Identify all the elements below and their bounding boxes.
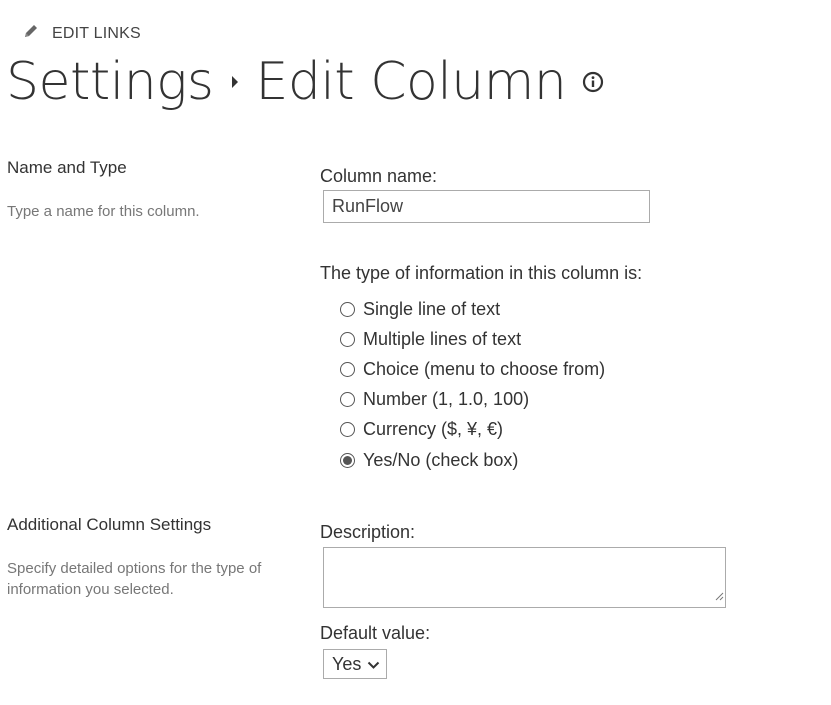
type-label: The type of information in this column is: (320, 263, 643, 283)
type-option-single-line[interactable] (340, 294, 605, 324)
info-icon[interactable] (582, 71, 604, 93)
breadcrumb (6, 52, 604, 112)
radio-button[interactable] (340, 422, 355, 437)
pencil-icon (22, 22, 52, 45)
caret-right-icon (231, 75, 239, 89)
type-option-label: Number (1, 1.0, 100) (363, 389, 530, 410)
radio-button-selected[interactable] (340, 453, 355, 468)
type-option-label: Multiple lines of text (363, 328, 522, 349)
default-value-selected: Yes (332, 653, 362, 674)
edit-links-button[interactable] (22, 22, 141, 45)
edit-links-label: EDIT LINKS (52, 24, 141, 42)
column-name-label: Column name: (320, 166, 438, 186)
type-option-multiple-lines[interactable] (340, 324, 605, 354)
radio-button[interactable] (340, 332, 355, 347)
radio-button[interactable] (340, 362, 355, 377)
name-and-type-title: Name and Type (7, 158, 127, 177)
type-option-label: Currency ($, ¥, €) (363, 419, 504, 440)
type-option-label: Single line of text (363, 298, 501, 319)
description-textarea[interactable] (323, 547, 726, 608)
name-and-type-description: Type a name for this column. (7, 203, 200, 220)
description-label: Description: (320, 522, 416, 542)
column-name-input[interactable]: RunFlow (323, 190, 650, 223)
default-value-label: Default value: (320, 623, 431, 643)
page-title: Edit Column (255, 52, 567, 112)
radio-button[interactable] (340, 302, 355, 317)
additional-settings-description: Specify detailed options for the type of information you selected. (7, 560, 262, 598)
default-value-select[interactable] (323, 649, 387, 679)
additional-settings-title: Additional Column Settings (7, 515, 212, 534)
type-option-currency[interactable] (340, 415, 605, 445)
radio-button[interactable] (340, 392, 355, 407)
resize-handle-icon[interactable] (714, 588, 724, 606)
type-option-label: Yes/No (check box) (363, 449, 519, 470)
type-option-label: Choice (menu to choose from) (363, 358, 606, 379)
breadcrumb-settings-link[interactable]: Settings (6, 52, 214, 112)
column-type-radio-group (340, 294, 605, 475)
type-option-number[interactable] (340, 385, 605, 415)
type-option-yes-no[interactable] (340, 445, 605, 475)
type-option-choice[interactable] (340, 354, 605, 384)
chevron-down-icon (367, 654, 380, 675)
